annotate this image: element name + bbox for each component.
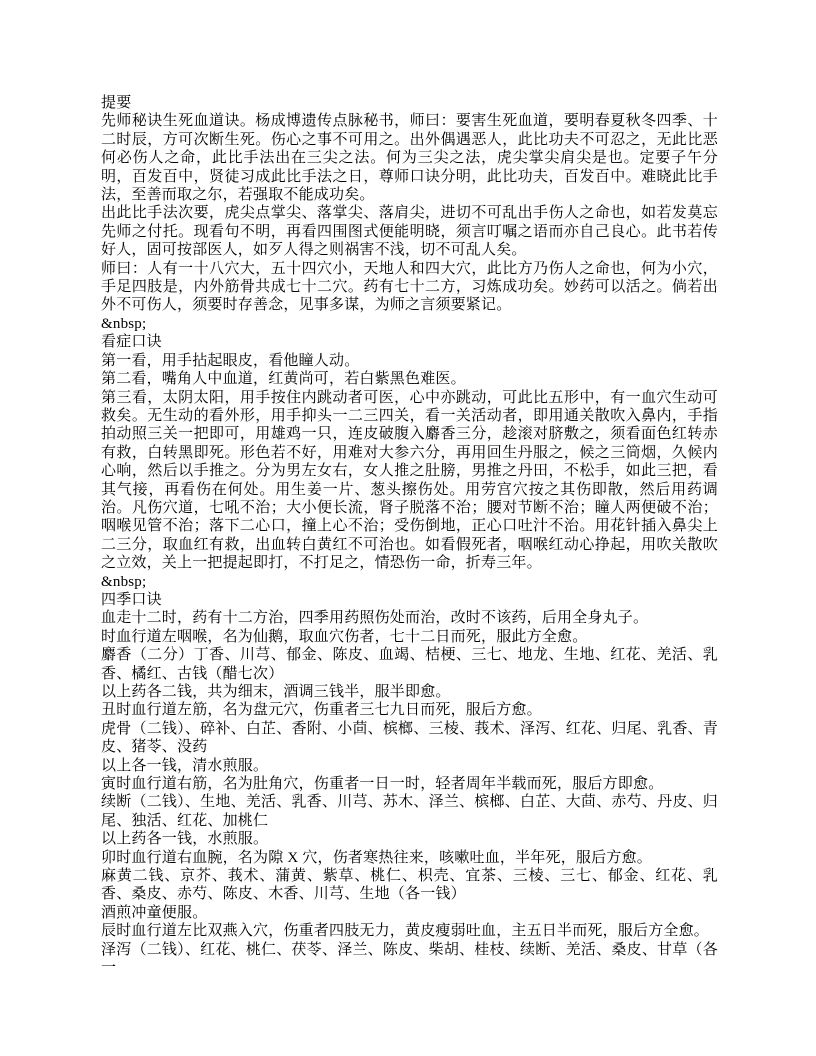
paragraph: 辰时血行道左比双燕入穴，伤重者四肢无力，黄皮瘦弱吐血，主五日半而死，服后方全愈。 — [101, 923, 710, 940]
paragraph: 第一看，用手拈起眼皮，看他瞳人动。 — [101, 352, 360, 369]
document-body — [101, 94, 718, 978]
paragraph: 第三看，太阴太阳，用手按住内跳动者可医，心中亦跳动，可此比五形中，有一血穴生动可救矣。无生动的看外形，用手抑头一二三四关，看一关活动者，即用通关散吹入鼻内，手指拍动照三关一把即可，用雄鸡一只，连皮破腹入麝香三分，趁滚对脐敷之，须看面色红转赤有救，白转黑即死。形色若不好，用难对大参六分，再用回生丹服之，候之三筒烟，久候内心响，然后以手推之。分为男左女右，女人推之肚膀，男推之丹田，不松手，如此三把，看其气接，再看伤在何处。用生姜一片、葱头擦伤处。用劳宫穴按之其伤即散，然后用药调治。凡伤穴道，七吼不治；大小便长流，肾子脱落不治；腰对节断不治；瞳人两便破不治；咽喉见管不治；落下二心口，撞上心不治；受伤倒地，正心口吐汁不治。用花针插入鼻尖上二三分，取血红有救，出血转白黄红不可治也。如看假死者，咽喉红动心挣起，用吹关散吹之立效，关上一把提起即打，不打足之，情恐伤一命，折寿三年。 — [101, 389, 718, 572]
paragraph: 以上各一钱，清水煎服。 — [101, 757, 269, 774]
paragraph: 丑时血行道左筋，名为盘元穴，伤重者三七九日而死，服后方愈。 — [101, 702, 542, 719]
paragraph: 时血行道左咽喉，名为仙鹅，取血穴伤者，七十二日而死，服此方全愈。 — [101, 628, 588, 645]
paragraph: 酒煎冲童便服。 — [101, 904, 208, 921]
paragraph: 以上药各二钱，共为细末，酒调三钱半，服半即愈。 — [101, 684, 451, 700]
paragraph: 先师秘诀生死血道诀。杨成博遗传点脉秘书，师曰：要害生死血道，要明春夏秋冬四季、十二时辰，方可次断生死。伤心之事不可用之。出外偶遇恶人，此比功夫不可忍之，无此比恶何必伤人之命，此比手法出在三尖之法。何为三尖之法，虎尖掌尖肩尖是也。定要子午分明，百发百中，贤徒习成此比手法之日，尊师口诀分明，此比功夫，百发百中。难晓此比手法，至善而取之尔，若强取不能成功矣。 — [101, 113, 718, 204]
section-kanzheng-heading: 看症口诀 — [101, 334, 162, 351]
section-siji-heading: 四季口诀 — [101, 591, 162, 608]
paragraph: 麻黄二钱、京芥、莪术、蒲黄、紫草、桃仁、枳壳、宜茶、三棱、三七、郁金、红花、乳香、桑皮、赤芍、陈皮、木香、川芎、生地（各一钱） — [101, 868, 718, 903]
paragraph: 虎骨（二钱）、碎补、白芷、香附、小茴、槟榔、三棱、莪术、泽泻、红花、归尾、乳香、青皮、猪苓、没药 — [101, 720, 718, 756]
paragraph: 卯时血行道右血腕，名为隙 X 穴，伤者寒热往来，咳嗽吐血，半年死，服后方愈。 — [101, 849, 652, 866]
paragraph: 泽泻（二钱）、红花、桃仁、茯苓、泽兰、陈皮、柴胡、桂枝、续断、羌活、桑皮、甘草（各一 — [101, 941, 718, 977]
paragraph: 第二看，嘴角人中血道，红黄尚可，若白紫黑色难医。 — [101, 371, 466, 388]
paragraph: 血走十二时，药有十二方治，四季用药照伤处而治，改时不该药，后用全身丸子。 — [101, 610, 649, 627]
spacer-nbsp-literal: &nbsp; — [101, 573, 147, 590]
spacer-nbsp-literal: &nbsp; — [101, 315, 147, 332]
paragraph: 麝香（二分）丁香、川芎、郁金、陈皮、血竭、桔梗、三七、地龙、生地、红花、羌活、乳香、橘红、古钱（醋七次） — [101, 647, 718, 682]
section-tiyao-heading: 提要 — [101, 95, 132, 111]
paragraph: 寅时血行道右筋，名为肚角穴，伤重者一日一时，轻者周年半载而死，服后方即愈。 — [101, 776, 664, 793]
paragraph: 续断（二钱）、生地、羌活、乳香、川芎、苏木、泽兰、槟榔、白芷、大茴、赤芍、丹皮、归尾、独活、红花、加桃仁 — [101, 794, 718, 829]
paragraph: 以上药各一钱，水煎服。 — [101, 831, 269, 848]
paragraph: 出此比手法次要，虎尖点掌尖、落掌尖、落肩尖，进切不可乱出手伤人之命也，如若发莫忘先师之付托。现看句不明，再看四围图式便能明晓，须言叮嘱之语而亦自己良心。此书若传好人，固可按部医人，如歹人得之则祸害不浅，切不可乱人矣。 — [101, 205, 718, 259]
paragraph: 师曰：人有一十八穴大，五十四穴小，天地人和四大穴，此比方乃伤人之命也，何为小穴，手足四肢是，内外筋骨共成七十二穴。药有七十二方，习炼成功矣。妙药可以活之。倘若出外不可伤人，须要时存善念，见事多谋，为师之言须要紧记。 — [101, 260, 718, 314]
